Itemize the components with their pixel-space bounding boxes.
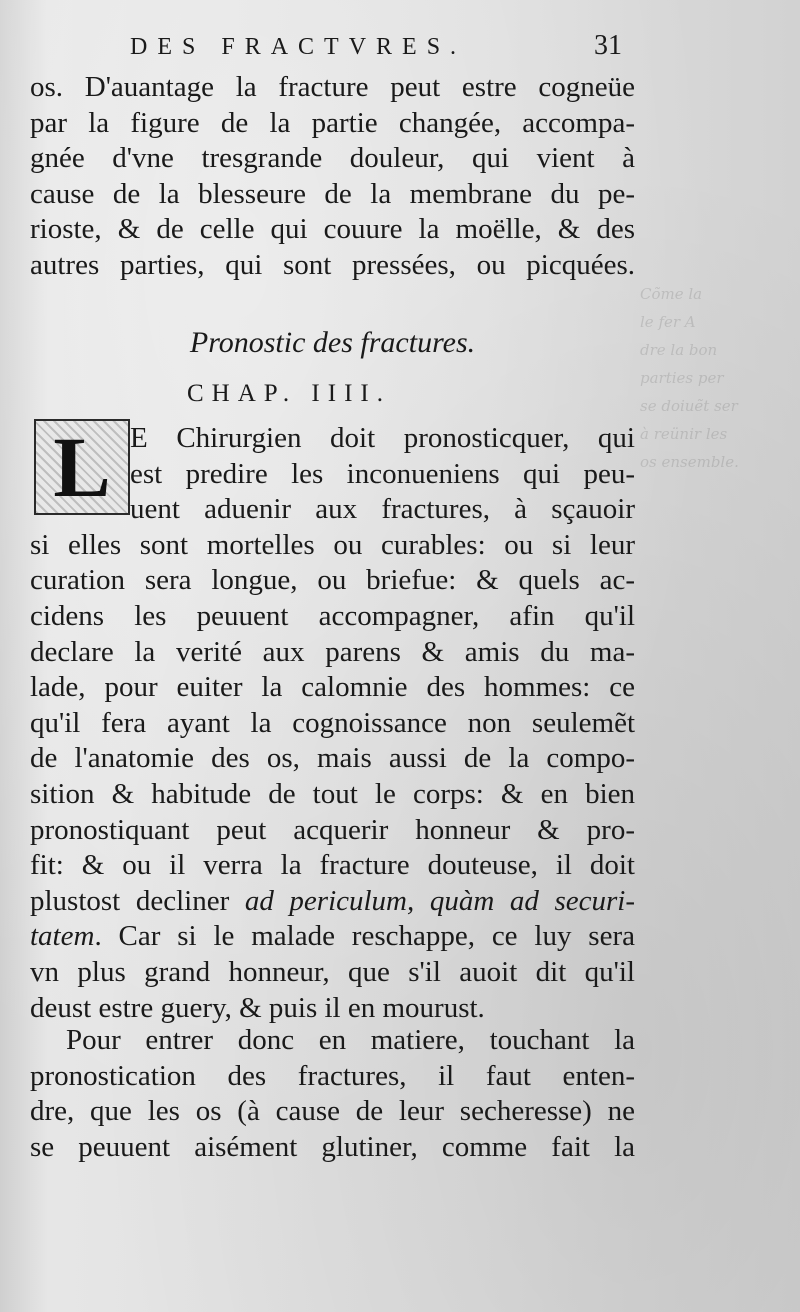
- text-line: fit: & ou il verra la fracture douteuse, il doit: [30, 849, 635, 882]
- latin-phrase: ad periculum, quàm ad securi-: [244, 884, 635, 917]
- page-number: 31: [594, 30, 622, 61]
- text-line: autres parties, qui sont pressées, ou picquées.: [30, 248, 635, 281]
- text-segment: . Car si le malade reschappe, ce luy sera: [94, 920, 635, 953]
- text-line: lade, pour euiter la calomnie des hommes: ce: [30, 671, 635, 704]
- text-line-with-latin: [30, 884, 635, 920]
- bleed-line: se doiuẽt ser: [640, 397, 738, 415]
- bleed-line: parties per: [640, 369, 724, 387]
- bleed-line: dre la bon: [640, 341, 718, 359]
- text-line: de l'anatomie des os, mais aussi de la compo-: [30, 742, 635, 775]
- section-title: Pronostic des fractures.: [189, 326, 476, 359]
- text-line: os. D'auantage la fracture peut estre cogneüe: [30, 71, 635, 103]
- text-line: pronostiquant peut acquerir honneur & pro-: [30, 813, 635, 846]
- text-line: vn plus grand honneur, que s'il auoit dit qu'il: [30, 955, 635, 988]
- bleed-line: le fer A: [640, 313, 696, 331]
- text-line: gnée d'vne tresgrande douleur, qui vient à: [30, 142, 635, 174]
- text-line: est predire les inconueniens qui peu-: [130, 457, 635, 490]
- text-line: [30, 919, 635, 955]
- text-line: declare la verité aux parens & amis du ma-: [30, 635, 635, 668]
- bleed-line: à reünir les: [640, 425, 728, 443]
- text-line: sition & habitude de tout le corps: & en bien: [30, 777, 635, 810]
- chapter-heading: CHAP. IIII.: [187, 380, 391, 407]
- latin-phrase: tatem: [30, 920, 95, 953]
- text-line: se peuuent aisément glutiner, comme fait la: [30, 1130, 635, 1163]
- bleed-line: Cõme la: [640, 285, 703, 303]
- text-line: deust estre guery, & puis il en mourust.: [30, 991, 485, 1024]
- text-line: pronostication des fractures, il faut enten-: [30, 1059, 635, 1092]
- text-line: cause de la blesseure de la membrane du pe-: [30, 177, 635, 210]
- text-line: uent aduenir aux fractures, à sçauoir: [130, 493, 635, 526]
- text-line: cidens les peuuent accompagner, afin qu'il: [30, 599, 635, 632]
- chapter-paragraph: [30, 421, 635, 1026]
- text-line: E Chirurgien doit pronosticquer, qui: [130, 422, 635, 454]
- running-title: DES FRACTVRES.: [130, 34, 467, 60]
- text-line: qu'il fera ayant la cognoissance non seulemẽt: [30, 706, 635, 739]
- bleed-through-margin-notes: [640, 280, 800, 1060]
- text-line: dre, que les os (à cause de leur secheresse) ne: [30, 1095, 635, 1127]
- text-line: curation sera longue, ou briefue: & quels ac-: [30, 564, 635, 597]
- initial-letter: L: [53, 419, 111, 515]
- text-line: par la figure de la partie changée, accompa-: [30, 106, 635, 139]
- text-line: rioste, & de celle qui couure la moëlle, & des: [30, 213, 635, 245]
- text-line: si elles sont mortelles ou curables: ou si leur: [30, 528, 635, 561]
- top-paragraph: [30, 70, 635, 283]
- text-line: Pour entrer donc en matiere, touchant la: [66, 1024, 635, 1056]
- second-paragraph: [30, 1023, 635, 1165]
- bleed-line: os ensemble.: [640, 453, 739, 471]
- text-segment: plustost decliner: [30, 884, 230, 917]
